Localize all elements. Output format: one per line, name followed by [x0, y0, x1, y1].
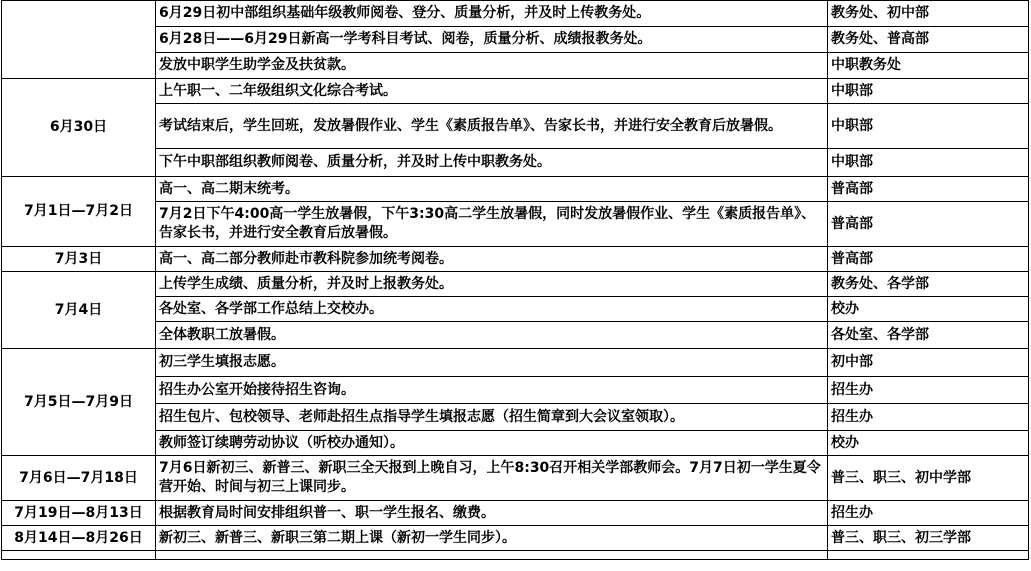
task-cell: 下午中职部组织教师阅卷、质量分析，并及时上传中职教务处。: [156, 149, 828, 177]
date-cell: 7月1日—7月2日: [2, 177, 156, 247]
task-cell: 各处室、各学部工作总结上交校办。: [156, 297, 828, 322]
dept-cell: 初中部: [828, 349, 1029, 377]
table-row: [2, 456, 1029, 501]
dept-cell: 校办: [828, 431, 1029, 456]
table-row: [2, 526, 1029, 551]
dept-cell: 普高部: [828, 247, 1029, 272]
table-row: [2, 1, 1029, 27]
dept-cell-empty: [828, 551, 1029, 560]
table-row: [2, 79, 1029, 104]
table-row: [2, 501, 1029, 526]
task-cell: 根据教育局时间安排组织普一、职一学生报名、缴费。: [156, 501, 828, 526]
dept-cell: 招生办: [828, 501, 1029, 526]
dept-cell: 招生办: [828, 377, 1029, 404]
schedule-table: [1, 0, 1029, 560]
dept-cell: 教务处、普高部: [828, 27, 1029, 53]
task-cell-empty: [156, 551, 828, 560]
table-row: [2, 272, 1029, 297]
dept-cell: 中职教务处: [828, 53, 1029, 79]
table-row: [2, 149, 1029, 177]
dept-cell: 招生办: [828, 404, 1029, 431]
table-row: [2, 177, 1029, 202]
dept-cell: 中职部: [828, 104, 1029, 149]
task-cell: 上传学生成绩、质量分析，并及时上报教务处。: [156, 272, 828, 297]
task-cell: 教师签订续聘劳动协议（听校办通知）。: [156, 431, 828, 456]
task-cell: 初三学生填报志愿。: [156, 349, 828, 377]
table-row: [2, 53, 1029, 79]
date-cell: 7月3日: [2, 247, 156, 272]
task-cell: 6月28日——6月29日新高一学考科目考试、阅卷，质量分析、成绩报教务处。: [156, 27, 828, 53]
task-cell: 新初三、新普三、新职三第二期上课（新初一学生同步）。: [156, 526, 828, 551]
date-cell: 7月4日: [2, 272, 156, 349]
table-row: [2, 247, 1029, 272]
dept-cell: 教务处、各学部: [828, 272, 1029, 297]
dept-cell: 各处室、各学部: [828, 322, 1029, 349]
table-row: [2, 322, 1029, 349]
date-cell: 7月5日—7月9日: [2, 349, 156, 456]
task-cell: 6月29日初中部组织基础年级教师阅卷、登分、质量分析，并及时上传教务处。: [156, 1, 828, 27]
date-cell: 8月14日—8月26日: [2, 526, 156, 551]
date-cell: 7月6日—7月18日: [2, 456, 156, 501]
date-cell: 6月30日: [2, 79, 156, 177]
task-cell: 上午职一、二年级组织文化综合考试。: [156, 79, 828, 104]
dept-cell: 中职部: [828, 149, 1029, 177]
task-cell: 招生办公室开始接待招生咨询。: [156, 377, 828, 404]
task-cell: 7月2日下午4:00高一学生放暑假，下午3:30高二学生放暑假，同时发放暑假作业、学生《素质报告单》、告家长书，并进行安全教育后放暑假。: [156, 202, 828, 247]
table-row: [2, 297, 1029, 322]
date-cell: [2, 1, 156, 79]
table-row: [2, 202, 1029, 247]
task-cell: 7月6日新初三、新普三、新职三全天报到上晚自习，上午8:30召开相关学部教师会。7月7日初一学生夏令营开始、时间与初三上课同步。: [156, 456, 828, 501]
table-row-partial: [2, 551, 1029, 560]
task-cell: 高一、高二期末统考。: [156, 177, 828, 202]
table-row: [2, 431, 1029, 456]
dept-cell: 中职部: [828, 79, 1029, 104]
dept-cell: 校办: [828, 297, 1029, 322]
table-row: [2, 404, 1029, 431]
date-cell: 7月19日—8月13日: [2, 501, 156, 526]
task-cell: 高一、高二部分教师赴市教科院参加统考阅卷。: [156, 247, 828, 272]
table-row: [2, 27, 1029, 53]
task-cell: 招生包片、包校领导、老师赴招生点指导学生填报志愿（招生简章到大会议室领取）。: [156, 404, 828, 431]
table-row: [2, 349, 1029, 377]
dept-cell: 普高部: [828, 202, 1029, 247]
table-row: [2, 377, 1029, 404]
task-cell: 发放中职学生助学金及扶贫款。: [156, 53, 828, 79]
dept-cell: 普三、职三、初中学部: [828, 456, 1029, 501]
task-cell: 考试结束后，学生回班，发放暑假作业、学生《素质报告单》、告家长书，并进行安全教育后放暑假。: [156, 104, 828, 149]
dept-cell: 普三、职三、初三学部: [828, 526, 1029, 551]
task-cell: 全体教职工放暑假。: [156, 322, 828, 349]
dept-cell: 教务处、初中部: [828, 1, 1029, 27]
date-cell-empty: [2, 551, 156, 560]
dept-cell: 普高部: [828, 177, 1029, 202]
table-row: [2, 104, 1029, 149]
